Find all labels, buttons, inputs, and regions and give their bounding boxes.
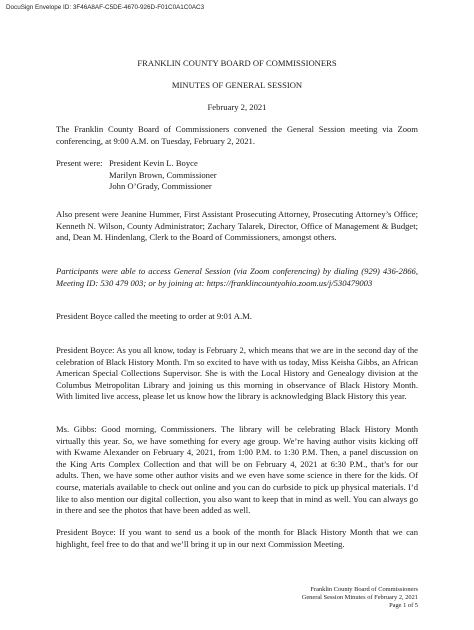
board-title: FRANKLIN COUNTY BOARD OF COMMISSIONERS	[137, 58, 337, 68]
present-row-1	[56, 158, 217, 170]
page-number: Page 1 of 5	[389, 602, 418, 610]
present-member: John O’Grady, Commissioner	[109, 181, 212, 192]
present-member: President Kevin L. Boyce	[109, 158, 198, 168]
boyce-followup: President Boyce: If you want to send us a book of the month for Black History Month that we can highlight, feel free to do that and we’ll bring it up in our next Commission Meeting.	[56, 527, 418, 549]
present-member: Marilyn Brown, Commissioner	[109, 169, 217, 180]
call-to-order: President Boyce called the meeting to order at 9:01 A.M.	[56, 311, 252, 321]
participants-note: Participants were able to access General Session (via Zoom conferencing) by dialing (929) 436-2866, Meeting ID: 530 479 003; or by joining at: https://franklincountyohio.zoom.us/j/530479003	[56, 266, 418, 288]
meeting-date: February 2, 2021	[207, 102, 267, 112]
boyce-remarks: President Boyce: As you all know, today is February 2, which means that we are in the second day of the celebration of Black History Month. I'm so excited to have with us today, Miss Keisha Gibbs, an African American Special Collections Supervisor. She is with the Local History and Genealogy division at the Columbus Metropolitan Library and joining us this morning in observance of Black History Month. With limited live access, please let us know how the library is acknowledging Black History this year.	[56, 345, 418, 402]
also-present-paragraph: Also present were Jeanine Hummer, First Assistant Prosecuting Attorney, Prosecuting Attorney’s Office; Kenneth N. Wilson, County Administrator; Zachary Talarek, Director, Office of Management & Budget; and, Dean M. Hindenlang, Clerk to the Board of Commissioners, amongst others.	[56, 209, 418, 243]
gibbs-remarks: Ms. Gibbs: Good morning, Commissioners. The library will be celebrating Black History Month virtually this year. So, we have something for every age group. We’re having author visits kicking off with Kwame Alexander on February 4, 2021, from 1:00 P.M. to 1:30 P.M. Then, a panel discussion on the King Arts Complex Collection and that will be on February 4, 2021 at 6:30 P.M., that’s for our adults. Then, we have some other author visits and we even have some science in there for the kids. Of course, materials available to check out online and you can do curbside to pick up physical materials. I’d like to also mention our digital collection, you also want to keep that in mind as well. You can always go in there and see the photos that have been added as well.	[56, 424, 418, 516]
page-footer	[302, 586, 418, 610]
present-block	[56, 158, 217, 193]
intro-paragraph: The Franklin County Board of Commissioners convened the General Session meeting via Zoom conferencing, at 9:00 A.M. on Tuesday, February 2, 2021.	[56, 124, 418, 146]
present-label: Present were:	[56, 158, 103, 168]
footer-line: Franklin County Board of Commissioners	[310, 586, 418, 593]
session-title: MINUTES OF GENERAL SESSION	[171, 80, 303, 90]
envelope-id: DocuSign Envelope ID: 3F46A8AF-C5DE-4670-926D-F01C0A1C0AC3	[6, 4, 205, 11]
footer-line: General Session Minutes of February 2, 2021	[301, 594, 418, 602]
